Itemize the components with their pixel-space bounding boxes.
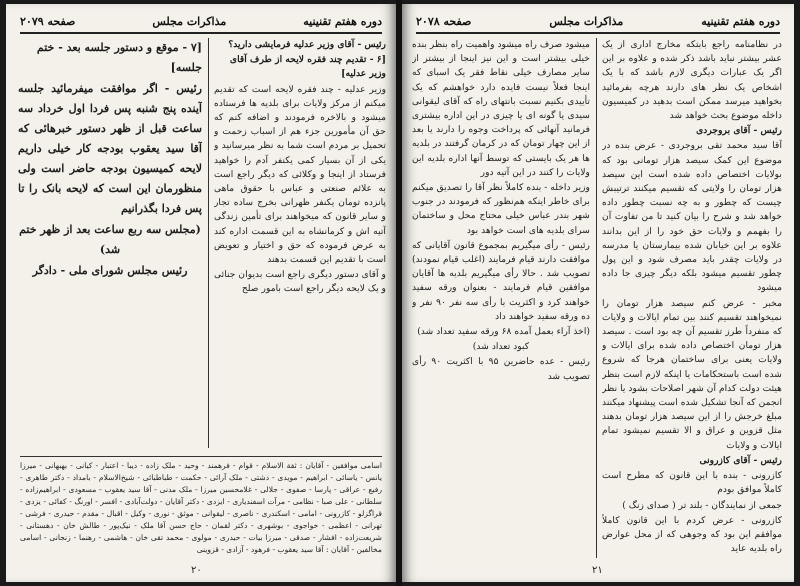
speaker-heading: رئیس - آقای کازرونی bbox=[699, 454, 782, 466]
right-page-inner-column bbox=[412, 38, 590, 558]
left-header-rule bbox=[20, 32, 382, 34]
paragraph: (اخذ آراء بعمل آمده ۶۸ ورقه سفید تعداد شد) bbox=[417, 326, 590, 338]
paragraph: کازرونی - عرض کردم با این قانون کاملاً موافقم این بود که وجوهی که از محل عوارض راه بلدیه عاید bbox=[602, 514, 782, 555]
paragraph: رئیس مجلس شورای ملی - دادگر bbox=[32, 264, 188, 277]
paragraph: کبود تعداد شد) bbox=[472, 341, 530, 353]
paragraph: کازرونی - بنده با این قانون که مطرح است کاملاً موافق بودم bbox=[602, 470, 782, 496]
left-page-header bbox=[20, 12, 382, 30]
paragraph: آقا سید محمد تقی بروجردی - عرض بنده در موضوع این کمک سیصد هزار تومانی بود که بولایات اختصاص داده شده است این سیصد هزار تومان را ولایتی که تقسیم میکنند ترتیبش چیست که چطور و به چه نسبت چطور داده خواهد شد و شرح را بیان کنید تا من تفاوت آن را بفهمم و ولایات حق خود را از این بدانند علاوه بر این خیابان شده بیمارستان یا مدرسه در ولایات چقدر باید مصرف شود و این پول چطور تقسیم میشود بلکه دیگر چیزی جا داده میشود bbox=[602, 140, 782, 294]
paragraph: رئیس - عده حاضرین ۹۵ با اکثریت ۹۰ رأی تصویب شد bbox=[412, 356, 590, 382]
paragraph: وزیر عدلیه - چند فقره لایحه است که تقدیم میکنم از مرکز ولایات برای بلدیه ها فرستاده میشود و بالاخره فرمودند و اضافه کنم که حق آن مأمورین جزء هم از اسباب زحمت و تحمیل بر مردم است شما به نظر میرسانید و یکی از آن بسیار کمی یکنفر آدم را خواهید فرستاد از اینجا و وکلائی که دیگر راجع است به علائم صنعتی و عباس با حقوق ماهی پانزده تومان یکنفر ظهرانی بخرج ساده تجار و سایر قانون که میخواهند برای تأمین زندگی آتیه اش و کرمانشاه به این قسمت اداره کند به عرض فرموده که حق و اختیار و تعویض است با تقدیم این قسمت بدهند bbox=[214, 83, 386, 266]
right-column-divider bbox=[596, 38, 597, 558]
paragraph: رئیس - رأی میگیریم بمجموع قانون آقایانی که موافقت دارند قیام فرمایند (اغلب قیام نمودند) تصویب شد . حالا رأی میگیریم بلدیه ها آقایان موافقین قیام فرمایند - بعنوان ورقه سفید خواهند کرد و اکثریت با رأی سه نفر ۹۰ نفر و ده ورقه سفید خواهند داد bbox=[412, 239, 590, 322]
speaker-heading: رئیس - آقای بروجردی bbox=[696, 125, 782, 137]
left-header-title: مذاکرات مجلس bbox=[152, 14, 227, 28]
paragraph: وزیر داخله - بنده کاملاً نظر آقا را تصدیق میکنم برای خاطر اینکه هم‌نظور که فرمودند در جنوب شهر بندر عباس خیلی محتاج محل و ساختمان سرای بلدیه های است خواهد بود bbox=[412, 182, 590, 236]
paragraph: در نظامنامه راجع بابتکه مخارج اداری از یک عشر بیشتر نباید باشد ذکر شده و علاوه بر این اگر یک عبارات دیگری لازم باشد که با یک اشخاص یک نظر های دارند هرچه بفرمائید بخواهید میرسد ممکن است بدهید در کمیسیون داخله موضوع بحث خواهد شد bbox=[602, 39, 782, 122]
right-header-rule bbox=[416, 32, 780, 34]
left-column-divider bbox=[208, 38, 209, 448]
paragraph: رئیس - اگر موافقت میفرمائید جلسه آینده پنج شنبه پس فردا اول خرداد سه ساعت قبل از ظهر دستور خبرهائی که آقا سید یعقوب بودجه کار خیلی داریم لایحه کمیسیون بودجه حاضر است ولی منظورمان این است که لایحه بانک را تا پس فردا بگذرانیم bbox=[18, 82, 202, 215]
right-page bbox=[402, 4, 794, 582]
speaker-heading: [۷ - موقع و دستور جلسه بعد - ختم جلسه] bbox=[36, 41, 202, 74]
right-header-page: صفحه ۲۰۷۸ bbox=[416, 14, 472, 28]
paragraph: و آقای دستور دیگری راجع است بدیوان جنائی و یک لایحه دیگر راجع است بامور صلح bbox=[214, 269, 386, 295]
left-page-vote-list: اسامی موافقین - آقایان : ثقة الاسلام - قوام - فرهمند - وحید - ملک زاده - دیبا - اعتبار - کیانی - بهبهانی - میرزا یانس - یاسائی - ابراهیم - مویدی - دشتی - ملک آرائی - حکمت - طباطبائی - شیخ‌الاسلام - بامداد - دکتر طاهری - رفیع - عراقی - پارسا - صفوی - جلالی - غلامحسین میرزا - ملک مدنی - آقا سید یعقوب - مسعودی - ابراهیم‌زاده - سلطانی - علی صبا - نظامی - مرآت اسفندیاری - ایزدی - دکتر آقایان - دولت‌آبادی - افسر - اورنگ - کفائی - یزدی - قراگزلو - کازرونی - امامی - اسکندری - ناصری - لیقوانی - موثق - نوری - وکیل - اقبال - مقدم - حیدری - فرشی - تهرانی - اعظمی - خواجوی - بوشهری - دکتر لقمان - حاج حسن آقا ملک - نیک‌پور - طالش خان - دهستانی - شریعت‌زاده - افشار - صدقی - میرزا بیات - حیدری - مولوی - محمد تقی خان - هاشمی - رهنما - زنجانی - اسامی مخالفین - آقایان : آقا سید یعقوب - فرهود - آزادی - قزوینی bbox=[20, 461, 382, 554]
left-header-page: صفحه ۲۰۷۹ bbox=[20, 14, 76, 28]
speaker-heading: رئیس - آقای وزیر عدلیه فرمایشی دارید؟ bbox=[228, 39, 386, 50]
right-page-header bbox=[416, 12, 780, 30]
paragraph: (مجلس سه ربع ساعت بعد از ظهر ختم شد) bbox=[19, 223, 201, 256]
right-header-title: مذاکرات مجلس bbox=[549, 14, 624, 28]
paragraph: مخبر - عرض کنم سیصد هزار تومان را نمیخواهند تقسیم کنند بین تمام ایالات و ولایات که منفرداً طرز تقسیم آن چه بود است . سیصد هزار تومان اختصاص داده شده برای ایالات و ولایات یعنی برای ساختمان هرجا که شروع شده است باستحکامات یا اینکه لازم است بنظر هیئت دولت کدام آن شهر اصلاحات بشود یا نظر انجمن که آنجا تشکیل شده است پیشنهاد میکنند مبلغ خرجش را از این سیصد هزار تومان بدهند مثل قزوین و عراق و الا تقسیم نمیشود تمام ایالات و ولایات bbox=[602, 297, 782, 451]
left-page-inner-column bbox=[214, 38, 386, 448]
paragraph: جمعی از نمایندگان - بلند تر ( صدای زنگ ) bbox=[622, 499, 782, 511]
right-header-session: دوره هفتم تقنینیه bbox=[701, 14, 780, 28]
paragraph: میشود صرف راه میشود واهمیت راه بنظر بنده خیلی بیشتر است و این نیز اینجا از بیشتر از سایر مصارف خیلی نقاط فقر یک اسبای که اینجا فعلاً نیست فایده دارد خواهشم که یک تأییدی بکنیم نسبت بانتهای راه که آقای لیقوانی سیدی یا گونه ای یا چیزی در این اداره بیشتری فرمانید آنهائی که پرداخت وجوه را دارند یا بعد از این چهار تومان که در کرمان گرفتند در بلدیه ها هر یک بایستی که توسط آنها اداره بلدیه این ولایات را کنند در این آتیه دور bbox=[412, 39, 590, 178]
right-page-number: ۲۱ bbox=[592, 565, 603, 576]
left-page bbox=[6, 4, 396, 582]
right-page-outer-column bbox=[602, 38, 782, 558]
left-footer-rule bbox=[20, 456, 382, 457]
left-header-session: دوره هفتم تقنینیه bbox=[303, 14, 382, 28]
speaker-heading: [۶ - تقدیم چند فقره لایحه از طرف آقای وزیر عدلیه] bbox=[229, 54, 386, 80]
left-page-number: ۲۰ bbox=[191, 565, 202, 576]
left-page-outer-column bbox=[18, 38, 202, 288]
